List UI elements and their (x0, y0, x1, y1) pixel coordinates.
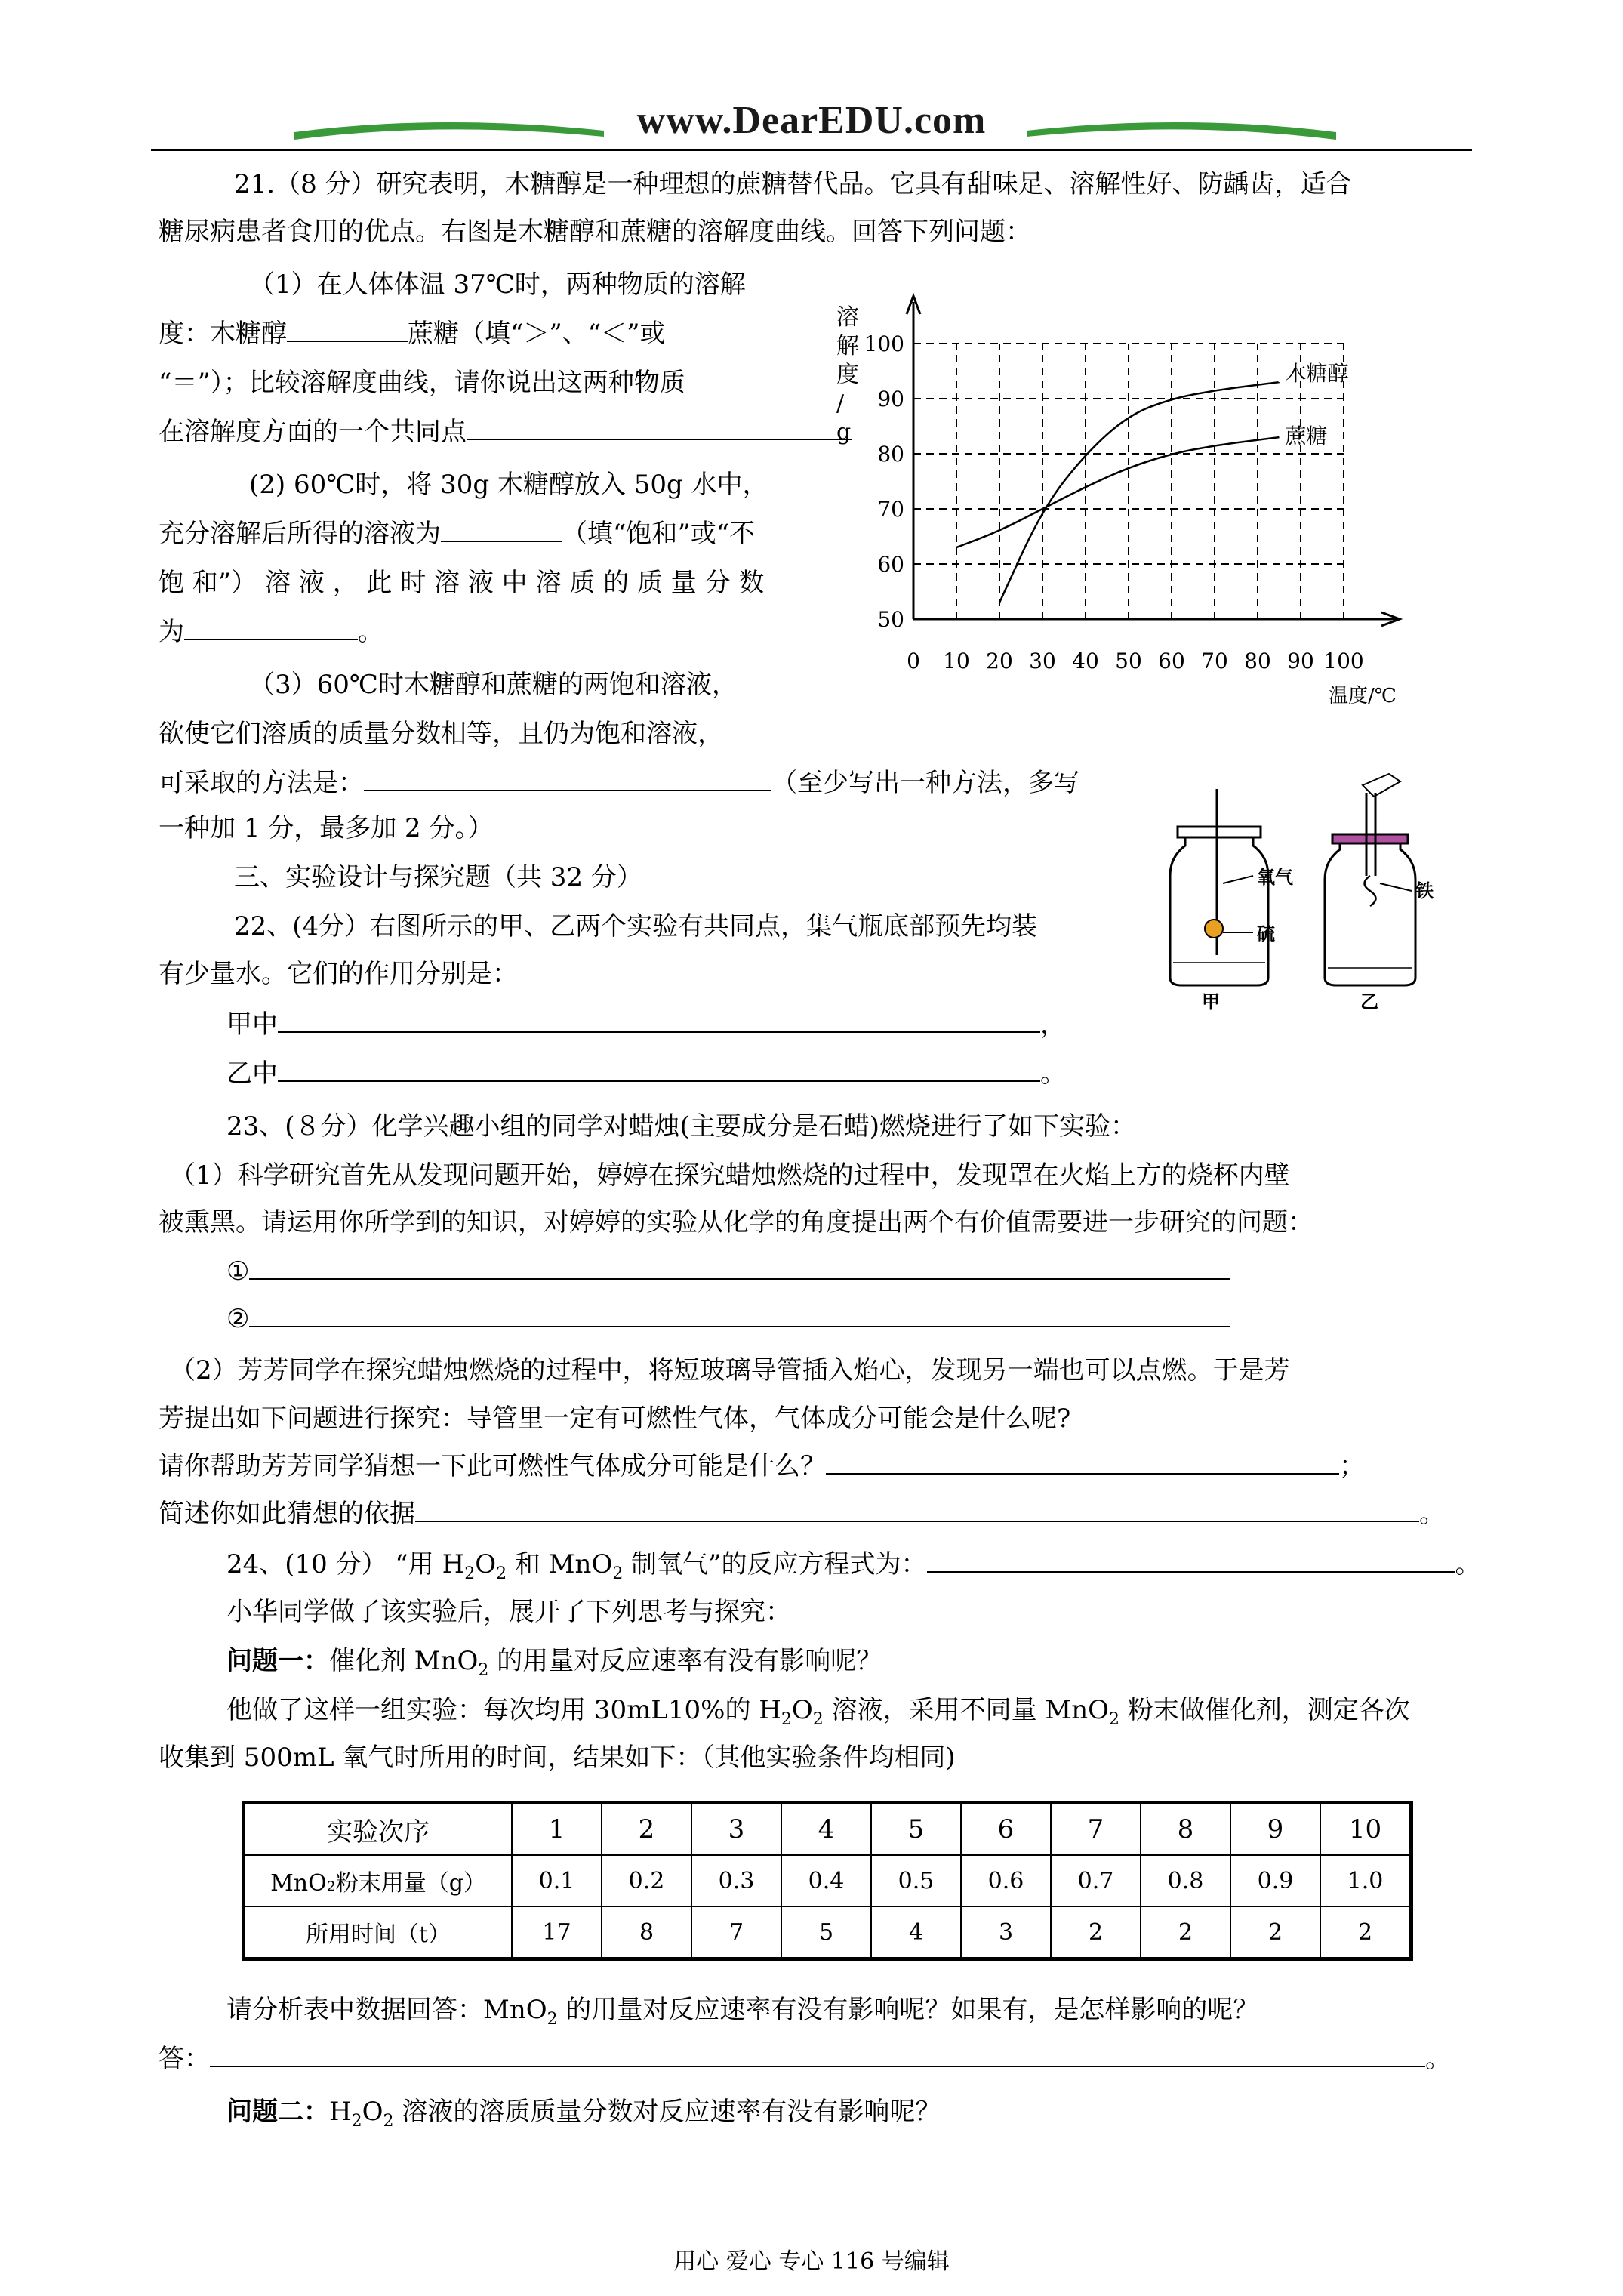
x-tick-label: 20 (986, 649, 1013, 673)
q24-answer-line (159, 2042, 1451, 2076)
q21-part2-text-c: 为 (159, 617, 184, 647)
series-label-0: 木糖醇 (1285, 361, 1349, 387)
table-cell: 4 (781, 1803, 871, 1856)
q24-line1-text-g: 制氧气”的反应方程式为： (623, 1549, 927, 1579)
q21-part2-line3: 饱 和”） 溶 液 ， 此 时 溶 液 中 溶 质 的 质 量 分 数 (159, 568, 765, 598)
label-sulfur: 硫 (1257, 923, 1275, 945)
q24-desc-text-c: O (791, 1695, 813, 1725)
q24-answer-end: 。 (1425, 2044, 1451, 2074)
table-cell: 7 (1051, 1803, 1141, 1856)
table-cell: 0.8 (1141, 1855, 1230, 1906)
q21-part1-text-b: 蔗糖（填“＞”、“＜”或 (408, 319, 666, 349)
q21-answer-blank-5[interactable] (364, 767, 771, 791)
table-cell: 2 (602, 1803, 691, 1856)
q24-desc-sub-c: 2 (1109, 1709, 1119, 1729)
table-cell: 0.4 (781, 1855, 871, 1906)
q21-part2-text-a: 充分溶解后所得的溶液为 (159, 519, 441, 549)
q23-answer-blank-1[interactable] (249, 1256, 1230, 1280)
chart-series (956, 361, 1349, 603)
table-row-amount (244, 1855, 1412, 1906)
x-tick-label: 30 (1029, 649, 1056, 673)
q24-q1-text-a: 催化剂 MnO (329, 1646, 479, 1676)
q21-answer-blank-3[interactable] (441, 518, 562, 542)
q24-ask-line (226, 1993, 1258, 2036)
site-logo[interactable]: www.DearEDU.com (636, 99, 987, 142)
table-cell: 3 (691, 1803, 781, 1856)
section-3-title: 三、实验设计与探究题（共 32 分） (234, 862, 642, 892)
table-cell: 0.9 (1230, 1855, 1320, 1906)
q23-part2-line1: （2）芳芳同学在探究蜡烛燃烧的过程中，将短玻璃导管插入焰心，发现另一端也可以点燃。于是芳 (170, 1355, 1290, 1385)
q23-num-2: ② (226, 1304, 250, 1334)
q21-part2-line1: (2) 60℃时，将 30g 木糖醇放入 50g 水中， (249, 470, 768, 500)
q24-line1-sub-b: 2 (496, 1564, 507, 1583)
q23-line1: 23、(８分）化学兴趣小组的同学对蜡烛(主要成分是石蜡)燃烧进行了如下实验： (226, 1111, 1137, 1142)
chart-x-label: 温度/℃ (1329, 685, 1397, 707)
table-cell: 8 (1141, 1803, 1230, 1856)
q21-part2-line4 (159, 615, 383, 649)
q24-answer-label: 答： (159, 2044, 210, 2074)
q23-part2-line4 (159, 1497, 1445, 1530)
q23-punct-4: 。 (1419, 1499, 1445, 1529)
q21-part1-line3: “＝”）；比较溶解度曲线，请你说出这两种物质 (159, 368, 685, 398)
q23-part1-line1: （1）科学研究首先从发现问题开始，婷婷在探究蜡烛燃烧的过程中，发现罩在火焰上方的烧杯内壁 (170, 1160, 1290, 1191)
q21-part2-text-b: （填“饱和”或“不 (562, 519, 756, 549)
q24-ask-text-a: 请分析表中数据回答：MnO (226, 1995, 547, 2025)
q24-q2-text-c: O (362, 2097, 383, 2127)
q21-answer-blank-4[interactable] (184, 616, 358, 640)
y-tick-label: 70 (877, 497, 904, 522)
q24-desc-text-e: 溶液，采用不同量 MnO (823, 1695, 1109, 1725)
q21-part3-line2: 欲使它们溶质的质量分数相等，且仍为饱和溶液， (159, 719, 723, 749)
q21-part3-text-a: 可采取的方法是： (159, 768, 364, 798)
table-cell: 9 (1230, 1803, 1320, 1856)
q21-part3-line3 (159, 766, 1079, 800)
q21-part3-line1: （3）60℃时木糖醇和蔗糖的两饱和溶液， (249, 670, 738, 700)
table-cell: 0.6 (961, 1855, 1051, 1906)
q22-label-a: 甲中 (226, 1009, 278, 1040)
chart-axes (907, 296, 1400, 626)
gas-jar-figure (1140, 770, 1457, 1012)
y-tick-label: 60 (877, 552, 904, 577)
q24-ask-sub: 2 (547, 2009, 558, 2029)
q24-line1-text-e: 和 MnO (507, 1549, 613, 1579)
q24-line1 (226, 1548, 1481, 1591)
label-iron: 铁 (1415, 880, 1434, 901)
q24-desc-sub-b: 2 (812, 1709, 824, 1729)
q23-punct-3: ； (1339, 1451, 1365, 1481)
q24-desc-line1 (226, 1693, 1410, 1737)
experiment-table (242, 1801, 1413, 1961)
q21-part1-text-a: 度：木糖醇 (159, 319, 287, 349)
q21-answer-blank-1[interactable] (287, 318, 408, 342)
q24-ask-text-b: 的用量对反应速率有没有影响呢？如果有，是怎样影响的呢？ (557, 1995, 1259, 2025)
q23-answer-1 (226, 1255, 1230, 1288)
y-tick-label: 100 (864, 331, 904, 356)
q24-line1-sub-a: 2 (464, 1564, 476, 1583)
table-header-order: 实验次序 (244, 1803, 513, 1856)
q24-line1-text-c: O (475, 1549, 497, 1579)
x-tick-label: 100 (1323, 649, 1364, 673)
q23-part2-text-a: 请你帮助芳芳同学猜想一下此可燃性气体成分可能是什么？ (159, 1451, 826, 1481)
table-cell: 0.3 (691, 1855, 781, 1906)
q23-part2-line3 (159, 1450, 1365, 1483)
table-cell: 2 (1230, 1906, 1320, 1959)
table-cell: 4 (871, 1906, 961, 1959)
label-jia: 甲 (1202, 991, 1220, 1012)
x-tick-label: 40 (1072, 649, 1099, 673)
q21-part1-line4 (159, 415, 852, 448)
q21-part1-line2 (159, 317, 666, 350)
q22-answer-a (226, 1008, 1066, 1041)
table-cell: 6 (961, 1803, 1051, 1856)
table-cell: 0.5 (871, 1855, 961, 1906)
q22-answer-b (226, 1057, 1066, 1090)
q23-answer-2 (226, 1302, 1230, 1336)
x-tick-label: 60 (1158, 649, 1185, 673)
q21-part3-text-b: （至少写出一种方法，多写 (771, 768, 1079, 798)
solubility-chart (823, 287, 1442, 717)
q21-part3-line4: 一种加 1 分，最多加 2 分。） (159, 813, 494, 843)
q24-q1-sub: 2 (478, 1660, 489, 1680)
chart-y-label: 溶解度/ g (836, 304, 859, 445)
q24-question2 (226, 2095, 941, 2138)
q22-answer-blank-a[interactable] (278, 1009, 1040, 1033)
q24-equation-blank[interactable] (927, 1549, 1455, 1573)
q22-line2: 有少量水。它们的作用分别是： (159, 959, 518, 989)
q24-question1 (226, 1644, 882, 1687)
header-divider (151, 149, 1472, 151)
series-line-0 (999, 382, 1280, 603)
x-tick-label: 50 (1115, 649, 1142, 673)
table-cell: 5 (781, 1906, 871, 1959)
y-tick-label: 90 (877, 387, 904, 411)
table-cell: 5 (871, 1803, 961, 1856)
table-cell: 10 (1320, 1803, 1412, 1856)
chart-grid (913, 344, 1344, 619)
q24-q1-label: 问题一： (226, 1646, 329, 1676)
q24-line1-sub-c: 2 (612, 1564, 624, 1583)
y-tick-label: 80 (877, 442, 904, 467)
q24-q2-text-f: 溶液的溶质质量分数对反应速率有没有影响呢？ (393, 2097, 941, 2127)
q23-answer-blank-3[interactable] (826, 1450, 1339, 1475)
q24-q2-text-a: H (329, 2097, 352, 2127)
sulfur-spoon-icon (1205, 920, 1223, 938)
q21-intro-2: 糖尿病患者食用的优点。右图是木糖醇和蔗糖的溶解度曲线。回答下列问题： (159, 217, 1031, 247)
q22-punct-b: 。 (1040, 1059, 1066, 1089)
table-cell: 3 (961, 1906, 1051, 1959)
q22-label-b: 乙中 (226, 1059, 278, 1089)
q24-desc-text-g: 粉末做催化剂，测定各次 (1119, 1695, 1410, 1725)
table-header-time: 所用时间（t） (244, 1906, 513, 1959)
q24-q2-label: 问题二： (226, 2097, 329, 2127)
q22-line1: 22、(4分）右图所示的甲、乙两个实验有共同点，集气瓶底部预先均装 (234, 911, 1038, 942)
table-cell: 2 (1320, 1906, 1412, 1959)
q24-q2-sub-b: 2 (383, 2111, 394, 2131)
q21-part2-line2 (159, 517, 755, 550)
table-cell: 7 (691, 1906, 781, 1959)
q22-punct-a: ， (1040, 1009, 1066, 1040)
q23-answer-blank-4[interactable] (415, 1498, 1419, 1522)
q21-answer-blank-2[interactable] (467, 416, 852, 440)
q24-line2: 小华同学做了该实验后，展开了下列思考与探究： (226, 1597, 791, 1627)
q24-answer-blank[interactable] (210, 2043, 1425, 2067)
q23-answer-blank-2[interactable] (249, 1303, 1230, 1327)
table-cell: 1.0 (1320, 1855, 1412, 1906)
table-row-time (244, 1906, 1412, 1959)
table-cell: 0.1 (512, 1855, 602, 1906)
label-oxygen: 氧气 (1257, 867, 1293, 888)
q23-part2-text-b: 简述你如此猜想的依据 (159, 1499, 415, 1529)
x-tick-label: 70 (1201, 649, 1228, 673)
jar-jia (1170, 789, 1268, 985)
q22-answer-blank-b[interactable] (278, 1058, 1040, 1082)
q21-part1-line1: （1）在人体体温 37℃时，两种物质的溶解 (249, 270, 746, 300)
y-tick-label: 50 (877, 607, 904, 632)
q23-num-1: ① (226, 1256, 250, 1287)
q24-desc-sub-a: 2 (781, 1709, 792, 1729)
q21-intro-1: 21.（8 分）研究表明，木糖醇是一种理想的蔗糖替代品。它具有甜味足、溶解性好、防龋齿，适合 (234, 169, 1352, 199)
table-cell: 0.7 (1051, 1855, 1141, 1906)
series-label-1: 蔗糖 (1285, 424, 1328, 449)
jar-yi (1325, 774, 1415, 985)
page-footer: 用心 爱心 专心 116 号编辑 (673, 2248, 950, 2275)
table-cell: 0.2 (602, 1855, 691, 1906)
table-row-order (244, 1803, 1412, 1856)
q24-q2-sub-a: 2 (351, 2111, 362, 2131)
q24-desc-line2: 收集到 500mL 氧气时所用的时间，结果如下：（其他实验条件均相同) (159, 1743, 956, 1773)
q24-desc-text-a: 他做了这样一组实验：每次均用 30mL10%的 H (226, 1695, 781, 1725)
x-tick-label: 0 (907, 649, 920, 673)
q24-q1-text-b: 的用量对反应速率有没有影响呢？ (488, 1646, 882, 1676)
table-cell: 2 (1141, 1906, 1230, 1959)
x-tick-label: 90 (1287, 649, 1314, 673)
q23-part1-line2: 被熏黑。请运用你所学到的知识，对婷婷的实验从化学的角度提出两个有价值需要进一步研究的问题： (159, 1207, 1313, 1237)
x-tick-label: 10 (943, 649, 970, 673)
q24-line1-text-a: 24、(10 分） “用 H (226, 1549, 465, 1579)
table-cell: 8 (602, 1906, 691, 1959)
x-tick-label: 80 (1244, 649, 1271, 673)
table-cell: 17 (512, 1906, 602, 1959)
label-yi: 乙 (1360, 991, 1378, 1012)
q24-line1-end: 。 (1455, 1549, 1481, 1579)
table-cell: 2 (1051, 1906, 1141, 1959)
table-cell: 1 (512, 1803, 602, 1856)
q23-part2-line2: 芳提出如下问题进行探究：导管里一定有可燃性气体，气体成分可能会是什么呢? (159, 1404, 1071, 1434)
table-header-amount: MnO₂粉末用量（g） (244, 1855, 513, 1906)
q21-part1-text-c: 在溶解度方面的一个共同点 (159, 417, 467, 447)
q21-part2-text-d: 。 (358, 617, 383, 647)
